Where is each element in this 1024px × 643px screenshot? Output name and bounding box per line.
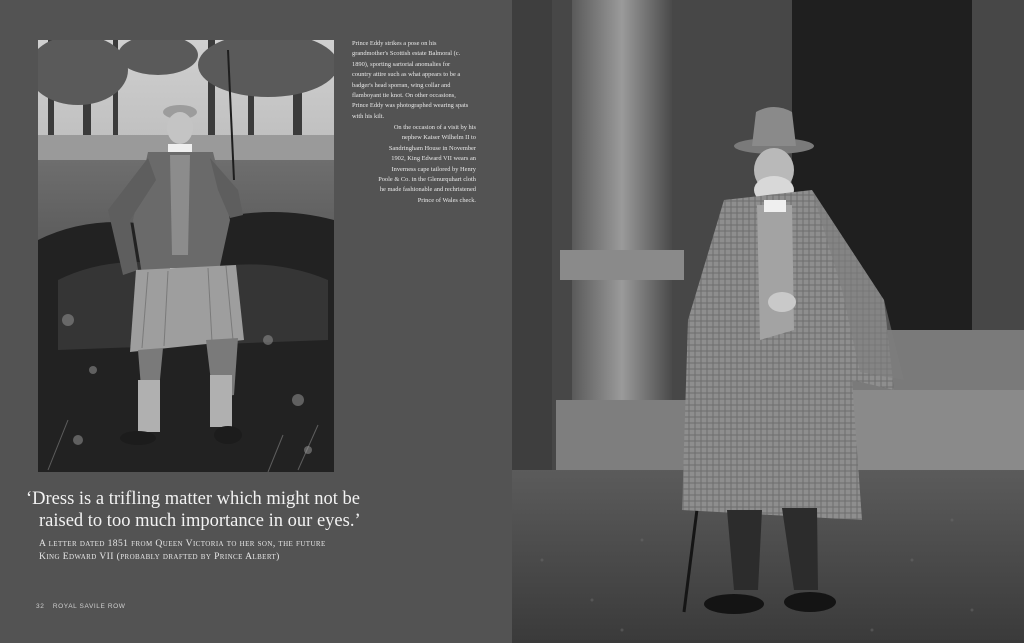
photo-caption-sandringham: On the occasion of a visit by his nephew Kaiser Wilhelm II to Sandringham House in November 1902, King Edward VII wears an Inverness cape tailored by Henry Poole & Co. in the Glenurquhart cloth he made fashionable and rechristened Prince of Wales check.: [378, 124, 476, 204]
photo-caption-balmoral: Prince Eddy strikes a pose on his grandmother's Scottish estate Balmoral (c. 1890), sporting sartorial anomalies for country attire such as what appears to be a badger's head sporran, wing collar and flamboyant tie knot. On other occasions, Prince Eddy was photographed wearing spats with his kilt.: [352, 40, 469, 120]
attribution-line-1: A letter dated 1851 from Queen Victoria to her son, the future: [39, 538, 326, 549]
prince-eddy-photograph: [38, 40, 334, 472]
pull-quote: [26, 488, 496, 532]
king-edward-photograph: [512, 0, 1024, 643]
page-number: 32: [36, 603, 45, 610]
page-footer: [36, 603, 132, 610]
attribution-line-2: King Edward VII (probably drafted by Prince Albert): [39, 551, 280, 562]
quote-line-1: ‘Dress is a trifling matter which might not be: [26, 489, 360, 509]
running-head: ROYAL SAVILE ROW: [52, 603, 126, 610]
quote-attribution: [39, 537, 459, 563]
quote-line-2: raised to too much importance in our eyes.’: [39, 511, 361, 531]
